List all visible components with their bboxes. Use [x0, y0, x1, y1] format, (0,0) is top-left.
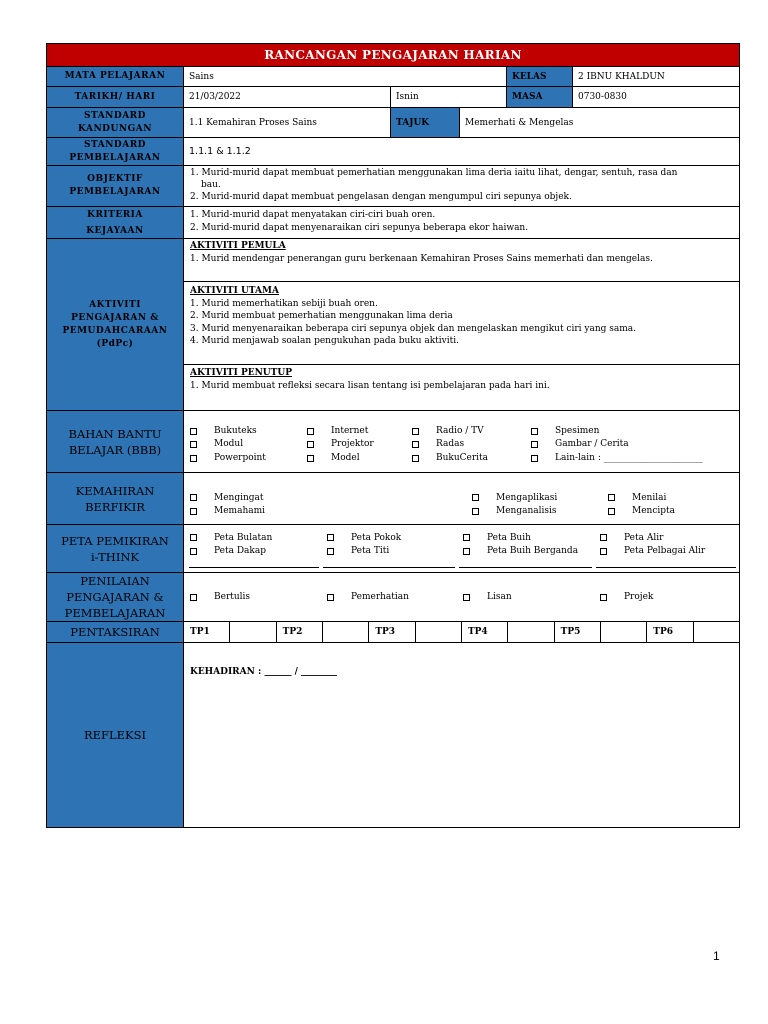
tp-level-value[interactable] [694, 622, 739, 642]
checkbox-icon[interactable] [307, 428, 314, 435]
tp-level-label: TP1 [184, 622, 230, 642]
checkbox-icon[interactable] [472, 508, 479, 515]
checkbox-option[interactable]: Projektor [307, 438, 412, 451]
checkbox-option[interactable]: Spesimen [531, 425, 733, 438]
checkbox-icon[interactable] [327, 548, 334, 555]
tp-level-label: TP2 [277, 622, 323, 642]
checkbox-icon[interactable] [600, 534, 607, 541]
checkbox-icon[interactable] [463, 548, 470, 555]
learning-standard-row [47, 138, 739, 166]
assessment-row [47, 573, 739, 622]
teaching-aids-label: BAHAN BANTU BELAJAR (BBB) [47, 411, 184, 472]
date-row [47, 87, 739, 108]
assessment-options [184, 573, 739, 621]
thinking-maps-options [184, 525, 739, 572]
subject-label: MATA PELAJARAN [47, 67, 184, 86]
activities-label: AKTIVITI PENGAJARAN & PEMUDAHCARAAN (PdPc) [47, 239, 184, 410]
objectives-list [184, 166, 739, 206]
checkbox-icon[interactable] [190, 428, 197, 435]
checkbox-option[interactable]: Bukuteks [190, 425, 307, 438]
checkbox-option[interactable]: Peta Titi [327, 545, 463, 558]
assessment-label: PENILAIAN PENGAJARAN & PEMBELAJARAN [47, 573, 184, 621]
learning-standard-label: STANDARD PEMBELAJARAN [47, 138, 184, 165]
checkbox-icon[interactable] [463, 534, 470, 541]
checkbox-option[interactable]: Peta Pelbagai Alir [600, 545, 733, 558]
reflection-content[interactable] [184, 643, 739, 827]
checkbox-option[interactable]: Radas [412, 438, 531, 451]
checkbox-icon[interactable] [412, 455, 419, 462]
checkbox-option[interactable]: Mengingat [190, 492, 472, 505]
checkbox-icon[interactable] [531, 428, 538, 435]
time-value: 0730-0830 [578, 92, 627, 102]
content-standard-label: STANDARD KANDUNGAN [47, 108, 184, 137]
checkbox-option[interactable]: Internet [307, 425, 412, 438]
list-item: 1. Murid mendengar penerangan guru berkenaan Kemahiran Proses Sains memerhati dan mengelas. [190, 253, 653, 264]
checkbox-icon[interactable] [190, 508, 197, 515]
checkbox-option[interactable]: Model [307, 452, 412, 465]
content-standard-row [47, 108, 739, 138]
checkbox-option[interactable]: Lisan [463, 591, 600, 604]
tp-level-value[interactable] [508, 622, 554, 642]
checkbox-icon[interactable] [190, 494, 197, 501]
checkbox-icon[interactable] [327, 594, 334, 601]
tp-level-label: TP6 [647, 622, 693, 642]
checkbox-icon[interactable] [412, 428, 419, 435]
class-value: 2 IBNU KHALDUN [578, 71, 665, 82]
tp-level-value[interactable] [323, 622, 369, 642]
checkbox-option[interactable]: Lain-lain : ______________________ [531, 452, 733, 465]
checkbox-icon[interactable] [190, 455, 197, 462]
list-item: 2. Murid-murid dapat menyenaraikan ciri sepunya beberapa ekor haiwan. [190, 222, 529, 233]
thinking-maps-label: PETA PEMIKIRAN i-THINK [47, 525, 184, 572]
section-heading: AKTIVITI PEMULA [190, 241, 286, 251]
checkbox-icon[interactable] [190, 548, 197, 555]
list-item: 1. Murid-murid dapat membuat pemerhatian menggunakan lima deria iaitu lihat, dengar, sentuh, rasa dan [190, 168, 678, 178]
checkbox-icon[interactable] [472, 494, 479, 501]
date-value: 21/03/2022 [184, 87, 391, 107]
checkbox-option[interactable]: Menilai [608, 492, 733, 505]
list-item: 1. Murid-murid dapat menyatakan ciri-ciri buah oren. [190, 210, 436, 220]
attendance-line: KEHADIRAN : ______ / ________ [190, 667, 338, 677]
checkbox-icon[interactable] [190, 534, 197, 541]
checkbox-option[interactable]: Peta Dakap [190, 545, 327, 558]
list-item: 2. Murid membuat pemerhatian menggunakan lima deria [190, 311, 453, 321]
checkbox-option[interactable]: Peta Pokok [327, 532, 463, 545]
checkbox-icon[interactable] [608, 494, 615, 501]
checkbox-icon[interactable] [531, 455, 538, 462]
teaching-aids-options [184, 411, 739, 472]
thinking-skills-options [184, 473, 739, 524]
list-item: 3. Murid menyenaraikan beberapa ciri sepunya objek dan mengelaskan mengikut ciri yang sama. [190, 323, 636, 334]
checkbox-option[interactable]: Peta Alir [600, 532, 733, 545]
checkbox-option[interactable]: Bertulis [190, 591, 327, 604]
evaluation-label: PENTAKSIRAN [47, 622, 184, 642]
teaching-aids-row [47, 411, 739, 473]
checkbox-icon[interactable] [190, 441, 197, 448]
tp-levels [184, 622, 739, 642]
checkbox-option[interactable]: BukuCerita [412, 452, 531, 465]
class-label: KELAS [507, 67, 573, 86]
checkbox-icon[interactable] [307, 441, 314, 448]
thinking-maps-row [47, 525, 739, 573]
checkbox-option[interactable]: Menganalisis [472, 505, 608, 518]
section-heading: AKTIVITI UTAMA [190, 286, 279, 296]
objectives-row [47, 166, 739, 207]
thinking-skills-label: KEMAHIRAN BERFIKIR [47, 473, 184, 524]
main-activity [184, 282, 739, 365]
list-item: 1. Murid membuat refleksi secara lisan tentang isi pembelajaran pada hari ini. [190, 380, 550, 391]
checkbox-icon[interactable] [531, 441, 538, 448]
checkbox-icon[interactable] [600, 594, 607, 601]
reflection-label: REFLEKSI [47, 643, 184, 827]
criteria-list [184, 207, 739, 238]
list-item: 4. Murid menjawab soalan pengukuhan pada buku aktiviti. [190, 336, 459, 346]
checkbox-icon[interactable] [600, 548, 607, 555]
list-item: 1. Murid memerhatikan sebiji buah oren. [190, 298, 378, 309]
subject-value: Sains [184, 67, 507, 86]
section-heading: AKTIVITI PENUTUP [190, 368, 292, 378]
page-title: RANCANGAN PENGAJARAN HARIAN [47, 44, 739, 67]
checkbox-option[interactable]: Mengaplikasi [472, 492, 608, 505]
checkbox-option[interactable]: Powerpoint [190, 452, 307, 465]
thinking-skills-row [47, 473, 739, 525]
opening-activity [184, 239, 739, 282]
topic-label: TAJUK [391, 108, 460, 137]
checkbox-option[interactable]: Radio / TV [412, 425, 531, 438]
checkbox-icon[interactable] [412, 441, 419, 448]
checkbox-icon[interactable] [463, 594, 470, 601]
checkbox-option[interactable]: Gambar / Cerita [531, 438, 733, 451]
day-value: Isnin [391, 87, 507, 107]
checkbox-icon[interactable] [307, 455, 314, 462]
tp-level-value[interactable] [601, 622, 647, 642]
checkbox-option[interactable]: Peta Buih [463, 532, 600, 545]
time-label: MASA [507, 87, 573, 107]
tp-level-label: TP4 [462, 622, 508, 642]
lesson-plan-table [46, 43, 740, 828]
checkbox-option[interactable]: Peta Bulatan [190, 532, 327, 545]
learning-standard-value: 1.1.1 & 1.1.2 [189, 146, 251, 157]
checkbox-option[interactable]: Mencipta [608, 505, 733, 518]
list-item: bau. [201, 180, 221, 190]
tp-level-value[interactable] [416, 622, 462, 642]
checkbox-option[interactable]: Projek [600, 591, 733, 604]
closing-activity [184, 365, 739, 410]
activities-row [47, 239, 739, 411]
checkbox-icon[interactable] [608, 508, 615, 515]
list-item: 2. Murid-murid dapat membuat pengelasan dengan mengumpul ciri sepunya objek. [190, 192, 572, 202]
tp-level-label: TP3 [369, 622, 415, 642]
criteria-row [47, 207, 739, 239]
tp-level-value[interactable] [230, 622, 276, 642]
checkbox-option[interactable]: Memahami [190, 505, 472, 518]
criteria-label: KRITERIA KEJAYAAN [47, 207, 184, 238]
objectives-label: OBJEKTIF PEMBELAJARAN [47, 166, 184, 206]
checkbox-icon[interactable] [327, 534, 334, 541]
evaluation-row [47, 622, 739, 643]
content-standard-value: 1.1 Kemahiran Proses Sains [184, 108, 391, 137]
checkbox-icon[interactable] [190, 594, 197, 601]
activities-content [184, 239, 739, 410]
date-label: TARIKH/ HARI [47, 87, 184, 107]
subject-row [47, 67, 739, 87]
checkbox-option[interactable]: Peta Buih Berganda [463, 545, 600, 558]
topic-value: Memerhati & Mengelas [465, 117, 574, 128]
checkbox-option[interactable]: Modul [190, 438, 307, 451]
tp-level-label: TP5 [555, 622, 601, 642]
page-number: 1 [713, 949, 720, 963]
checkbox-option[interactable]: Pemerhatian [327, 591, 463, 604]
reflection-row [47, 643, 739, 827]
